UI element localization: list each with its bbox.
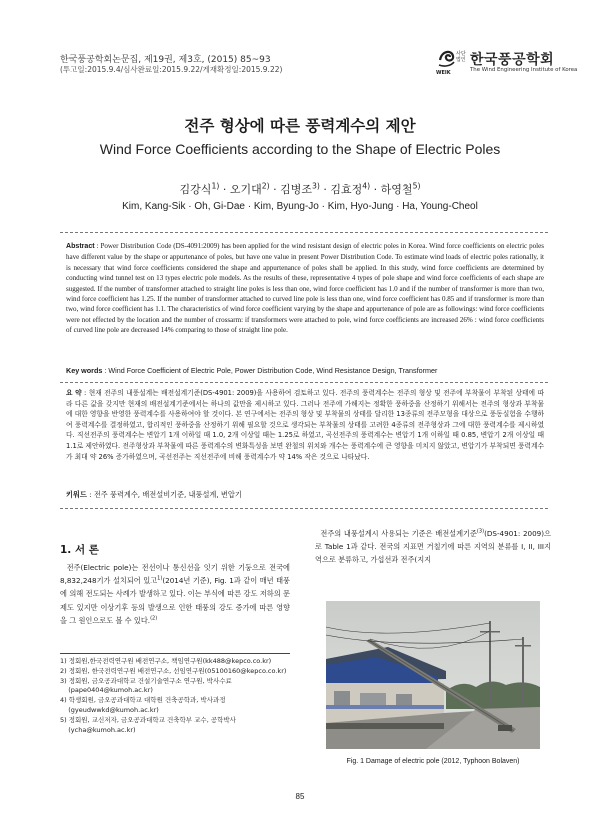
footnote: 3) 정회원, 금오공과대학교 건설기술연구소 연구원, 박사수료: [60, 676, 232, 685]
wind-swirl-icon: [438, 48, 456, 68]
divider: [60, 382, 548, 383]
abstract-label: Abstract: [66, 243, 95, 250]
reference-mark: 1): [157, 575, 163, 582]
author-name: 하영철: [380, 183, 413, 196]
author-mark: 5): [412, 181, 421, 191]
author-name: 김강식: [179, 183, 212, 196]
journal-citation: 한국풍공학회논문집, 제19권, 제3호, (2015) 85~93: [60, 55, 271, 65]
logo-abbreviation: WEIK: [436, 70, 451, 76]
footnote: (pape0404@kumoh.ac.kr): [60, 686, 153, 695]
author-separator: ·: [222, 183, 227, 196]
korean-keywords: [66, 490, 544, 500]
paragraph: 전주(Electric pole)는 전선이나 통신선을 잇기 위한 기둥으로 전국에 8,832,248기가 설치되어 있고: [60, 563, 290, 586]
footnote: (gyeudwwkd@kumoh.ac.kr): [60, 705, 159, 714]
footnotes: [60, 657, 292, 735]
abstract: [66, 241, 544, 336]
author-name: 김효정: [330, 183, 363, 196]
body-right-column: [315, 527, 551, 567]
logo-badge: 사단 법인: [456, 51, 466, 63]
author-mark: 3): [312, 181, 320, 191]
paragraph: (DS-4901: 2009)으로 Table 1과 같다. 전국의 지표면 거칠기에 따른 지역의 분류를 I, II, III지역으로 분류하고, 가섭선과 전주(지지: [315, 529, 551, 565]
society-logo: [436, 48, 578, 78]
korean-keywords-text: : 전주 풍력계수, 배전설비기준, 내풍설계, 변압기: [89, 490, 242, 499]
author-separator: ·: [273, 183, 277, 196]
korean-abstract-text: : 현재 전주의 내풍설계는 배전설계기준(DS-4901: 2009)을 사용하여 검토하고 있다. 전주의 풍력계수는 전주의 형상 및 전주에 부착물이 부착된 상태에 따라 다른 값을 갖지만 현재의 배전설계기준에서는 하나의 값만을 제시하고 있다. 그러나 전주에 가해지는 정확한 풍하중을 산정하기 위해서는 전주의 형상과 부착물에 대한 영향을 반영한 풍력계수를 사용하여야 할 것이다. 본 연구에서는 전주의 형상 및 부착물의 상태를 달리한 13종류의 전주모형을 대상으로 풍동실험을 수행하여 풍력계수를 결정하였고, 합리적인 풍하중을 산정하기 위해 필요할 것으로 생각되는 부착물의 상태를 고려한 4종류의 전주형상과 그에 대한 풍력계수를 제시하였다. 직선전주의 풍력계수는 변압기 1개 이하일 때 1.0, 2개 이상일 때는 1.25로 하였고, 곡선전주의 풍력계수는 변압기 1개 이하일 때 0.85, 변압기 2개 이상일 때 1.1로 제안하였다. 전주형상과 부착물에 따른 풍력계수의 변화특성을 보면 완철의 위치와 개수는 풍력계수에 큰 영향을 미치지 않았고, 변압기가 부착되면 풍력계수가 최대 약 26% 증가하였으며, 곡선전주는 직선전주에 비해 풍력계수가 약 14% 작은 것으로 나타났다.: [66, 389, 544, 461]
figure-caption: Fig. 1 Damage of electric pole (2012, Typhoon Bolaven): [346, 758, 520, 765]
author-mark: 2): [261, 181, 270, 191]
page-number: 85: [295, 792, 305, 801]
divider: [60, 508, 548, 509]
abstract-text: : Power Distribution Code (DS-4091:2009) has been applied for the wind resistant design of electric poles in Korea. Wind force coefficients on electric poles have different value by the shape or appurtenance of poles, but have one value in present Power Distribution Code. To estimate wind loads of electric poles rationally, it is necessary that wind force coefficients considered the shape and appurtenance of poles shall be applied. In this study, wind force coefficients are determined by conducting wind tunnel test on 13 types electric pole models. As the results of these, representative 4 types of pole shape and wind force coefficients of each shape are suggested. If the number of transformer attached to straight line poles is less than one, wind force coefficient has 1.0 and if the number of transformer is more than two, wind force coefficient has 1.25. If the number of transformer attached to curved line pole is less than one, wind force coefficient has 0.85 and if transformer is more than two, wind force coefficient has 1.1. The characteristics of wind force coefficient varying by the shape and appurtenance of pole are as followings: wind force coefficients were not effected by the location and the number of crossarm: if transformers were attached to pole, wind force coefficients are increased 26% : wind force coefficients of curved line pole are decreased 14% comparing to those of straight line pole.: [66, 242, 544, 335]
paragraph: (2014년 기준), Fig. 1과 같이 매년 태풍에 의해 전도되는 사례가 발생하고 있다. 이는 부식에 따른 강도 저하의 문제도 있지만 이상기후 등의 발생으로 인한 태풍의 강도 증가에 따른 영향을 그 원인으로도 볼 수 있다.: [60, 576, 290, 625]
keywords: [66, 366, 544, 375]
authors-english: Kim, Kang-Sik · Oh, Gi-Dae · Kim, Byung-Jo · Kim, Hyo-Jung · Ha, Young-Cheol: [122, 201, 478, 212]
korean-abstract: [66, 388, 544, 462]
damaged-pole-photo: [326, 601, 540, 749]
author-mark: 4): [362, 181, 371, 191]
authors-korean: [0, 181, 600, 197]
title-english: Wind Force Coefficients according to the Shape of Electric Poles: [99, 141, 501, 157]
body-left-column: [60, 561, 290, 627]
author-mark: 1): [211, 181, 220, 191]
keywords-label: Key words: [66, 366, 103, 375]
footnote-rule: [60, 653, 290, 654]
korean-abstract-label: 요 약: [66, 389, 82, 397]
footnote: 1) 정회원,한국전력연구원 배전연구소, 책임연구원(kk488@kepco.co.kr): [60, 657, 272, 665]
title-korean: 전주 형상에 따른 풍력계수의 제안: [184, 117, 416, 135]
logo-name: 한국풍공학회: [470, 52, 555, 68]
reference-mark: (3): [476, 528, 485, 535]
footnote: 5) 정회원, 교신저자, 금오공과대학교 건축학부 교수, 공학박사: [60, 715, 236, 724]
footnote: 4) 학생회원, 금오공과대학교 대학원 건축공학과, 박사과정: [60, 696, 226, 705]
figure-photo: [326, 601, 540, 749]
author-separator: ·: [373, 183, 378, 196]
submission-dates: (투고일:2015.9.4/심사완료일:2015.9.22/게재확정일:2015.9.22): [60, 65, 283, 74]
author-separator: ·: [323, 183, 327, 196]
section-heading: 1. 서 론: [60, 544, 99, 556]
keywords-text: : Wind Force Coefficient of Electric Pole, Power Distribution Code, Wind Resistance Design, Transformer: [104, 366, 438, 375]
author-name: 김병조: [280, 183, 312, 196]
author-name: 오기대: [229, 183, 262, 196]
footnote: (ycha@kumoh.ac.kr): [60, 725, 136, 734]
logo-subtitle: The Wind Engineering Institute of Korea: [470, 67, 578, 73]
divider: [60, 232, 548, 233]
korean-keywords-label: 키워드: [66, 490, 87, 499]
paragraph: 전주의 내풍설계시 사용되는 기준은 배전설계기준: [320, 529, 477, 538]
reference-mark: (2): [150, 615, 158, 622]
footnote: 2) 정회원, 한국전력연구원 배전연구소, 선임연구원(05100160@kepco.co.kr): [60, 666, 287, 675]
